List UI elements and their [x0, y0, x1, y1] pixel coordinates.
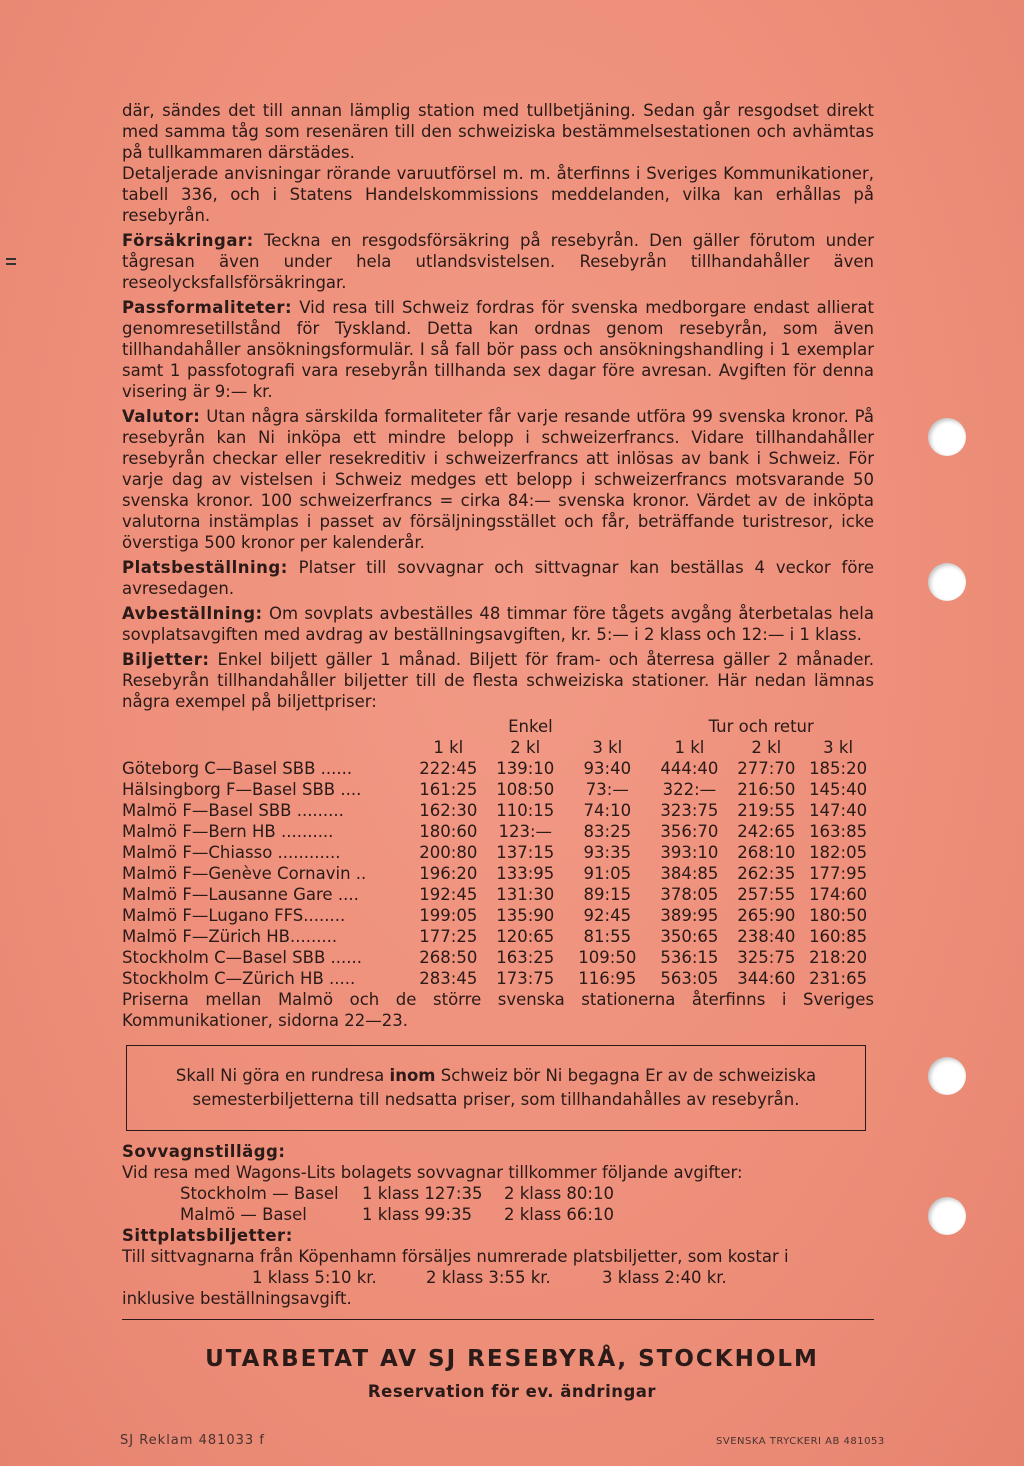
class-header: 1 kl	[674, 738, 705, 757]
price-cell: 161:25	[419, 780, 478, 799]
price-cell: 268:50	[419, 948, 478, 967]
section-text: Utan några särskilda formaliteter får varje resande utföra 99 svenska kronor. På resebyrån kan Ni inköpa ett mindre belopp i schweizerfrancs. Vidare tillhandahåller resebyrån checkar eller resekreditiv i schweizerfrancs att inlösas av bank i Schweiz. För varje dag av vistelsen i Schweiz medges ett belopp i schweizerfrancs motsvarande 50 svenska kronor. 100 schweizerfrancs = cirka 84:— svenska kronor. Värdet av de inköpta valutorna instämplas i passet av försäljningsstället och får, beträffande turistresor, icke överstiga 500 kronor per kalenderår.	[122, 407, 874, 552]
section-biljetter	[122, 649, 874, 712]
sittplats-text: Till sittvagnarna från Köpenhamn försäljes numrerade platsbiljetter, som kostar i	[122, 1247, 789, 1266]
section-platsbestallning	[122, 557, 874, 599]
margin-mark	[6, 258, 16, 260]
price-cell: 145:40	[809, 780, 868, 799]
section-heading: Försäkringar:	[122, 231, 254, 250]
sovvagn-price: 2 klass 80:10	[504, 1184, 614, 1203]
price-cell: 219:55	[737, 801, 796, 820]
route-cell: Malmö F—Lausanne Gare ....	[122, 885, 359, 904]
route-cell: Malmö F—Basel SBB .........	[122, 801, 344, 820]
class-header: 1 kl	[433, 738, 464, 757]
price-cell: 180:60	[419, 822, 478, 841]
sovvagn-heading: Sovvagnstillägg:	[122, 1142, 286, 1161]
price-cell: 131:30	[496, 885, 555, 904]
sovvagn-row	[180, 1204, 614, 1225]
section-text: Teckna en resgodsförsäkring på resebyrån. Den gäller förutom under tågresan även under hela utlandsvistelsen. Resebyrån tillhandahåller även reseolycksfallsförsäkringar.	[122, 231, 874, 292]
route-cell: Malmö F—Bern HB ..........	[122, 822, 334, 841]
price-cell: 137:15	[496, 843, 555, 862]
price-cell: 218:20	[809, 948, 868, 967]
class-header: 2 kl	[751, 738, 782, 757]
box-emphasis: inom	[389, 1066, 436, 1085]
price-cell: 389:95	[660, 906, 719, 925]
footer-title: UTARBETAT AV SJ RESEBYRÅ, STOCKHOLM	[205, 1346, 819, 1372]
section-text: Enkel biljett gäller 1 månad. Biljett för fram- och återresa gäller 2 månader. Resebyrån tillhandahåller biljetter till de flesta schweiziska stationer. Här nedan lämnas några exempel på biljettpriser:	[122, 650, 874, 711]
binder-hole	[928, 1057, 966, 1095]
price-cell: 325:75	[737, 948, 796, 967]
price-cell: 384:85	[660, 864, 719, 883]
class-header: 3 kl	[592, 738, 623, 757]
price-cell: 444:40	[660, 759, 719, 778]
price-cell: 116:95	[578, 969, 637, 988]
price-cell: 563:05	[660, 969, 719, 988]
group-enkel: Enkel	[508, 717, 553, 736]
price-table	[122, 716, 874, 989]
price-cell: 323:75	[660, 801, 719, 820]
section-heading: Avbeställning:	[122, 604, 263, 623]
margin-mark	[6, 263, 16, 265]
price-cell: 196:20	[419, 864, 478, 883]
price-cell: 262:35	[737, 864, 796, 883]
sovvagn-price: 1 klass 127:35	[362, 1184, 483, 1203]
sovvagn-table	[180, 1183, 614, 1225]
route-cell: Malmö F—Genève Cornavin ..	[122, 864, 367, 883]
price-cell: 89:15	[583, 885, 632, 904]
sovvagn-route: Stockholm — Basel	[180, 1184, 339, 1203]
table-row	[122, 800, 874, 821]
price-cell: 81:55	[583, 927, 632, 946]
table-row	[122, 779, 874, 800]
price-cell: 139:10	[496, 759, 555, 778]
sittplats-heading: Sittplatsbiljetter:	[122, 1226, 293, 1245]
price-cell: 199:05	[419, 906, 478, 925]
price-cell: 242:65	[737, 822, 796, 841]
table-row	[122, 758, 874, 779]
price-cell: 160:85	[809, 927, 868, 946]
price-cell: 162:30	[419, 801, 478, 820]
price-cell: 173:75	[496, 969, 555, 988]
price-cell: 93:35	[583, 843, 632, 862]
price-cell: 182:05	[809, 843, 868, 862]
price-cell: 356:70	[660, 822, 719, 841]
price-note: Priserna mellan Malmö och de större svenska stationerna återfinns i Sveriges Kommunikationer, sidorna 22—23.	[122, 990, 874, 1030]
price-cell: 120:65	[496, 927, 555, 946]
price-cell: 93:40	[583, 759, 632, 778]
price-cell: 74:10	[583, 801, 632, 820]
table-row	[122, 926, 874, 947]
print-code-left: SJ Reklam 481033 f	[120, 1433, 265, 1448]
sittplats-price: 3 klass 2:40 kr.	[602, 1268, 727, 1287]
route-cell: Stockholm C—Basel SBB ......	[122, 948, 362, 967]
price-cell: 147:40	[809, 801, 868, 820]
table-row	[122, 842, 874, 863]
route-cell: Stockholm C—Zürich HB .....	[122, 969, 356, 988]
price-cell: 216:50	[737, 780, 796, 799]
table-row	[122, 905, 874, 926]
price-cell: 536:15	[660, 948, 719, 967]
price-cell: 344:60	[737, 969, 796, 988]
price-cell: 231:65	[809, 969, 868, 988]
section-heading: Biljetter:	[122, 650, 210, 669]
price-cell: 163:25	[496, 948, 555, 967]
price-cell: 322:—	[662, 780, 717, 799]
price-cell: 174:60	[809, 885, 868, 904]
print-code-right: SVENSKA TRYCKERI AB 481053	[716, 1436, 885, 1447]
price-cell: 163:85	[809, 822, 868, 841]
class-header: 3 kl	[823, 738, 854, 757]
price-table-group-header	[122, 716, 874, 737]
price-cell: 133:95	[496, 864, 555, 883]
price-cell: 73:—	[585, 780, 629, 799]
box-text: Skall Ni göra en rundresa	[175, 1066, 390, 1085]
section-heading: Platsbeställning:	[122, 558, 288, 577]
sovvagn-route: Malmö — Basel	[180, 1205, 307, 1224]
price-cell: 123:—	[498, 822, 553, 841]
price-cell: 135:90	[496, 906, 555, 925]
sittplats-price: 2 klass 3:55 kr.	[426, 1268, 551, 1287]
sovvagn-price: 2 klass 66:10	[504, 1205, 614, 1224]
section-valutor	[122, 406, 874, 553]
price-cell: 92:45	[583, 906, 632, 925]
price-cell: 180:50	[809, 906, 868, 925]
route-cell: Göteborg C—Basel SBB ......	[122, 759, 353, 778]
price-cell: 91:05	[583, 864, 632, 883]
sittplats-table	[252, 1267, 727, 1288]
section-heading: Valutor:	[122, 407, 201, 426]
table-row	[122, 968, 874, 989]
price-cell: 350:65	[660, 927, 719, 946]
binder-hole	[928, 418, 966, 456]
price-cell: 192:45	[419, 885, 478, 904]
section-text: Platser till sovvagnar och sittvagnar kan beställas 4 veckor före avresedagen.	[122, 558, 874, 598]
sovvagn-text: Vid resa med Wagons-Lits bolagets sovvagnar tillkommer följande avgifter:	[122, 1163, 743, 1182]
intro-paragraph: där, sändes det till annan lämplig station med tullbetjäning. Sedan går resgodset direkt med samma tåg som resenären till den schweiziska bestämmelsestationen och avhämtas på tullkammaren därstädes.	[122, 101, 874, 162]
binder-hole	[928, 563, 966, 601]
class-header: 2 kl	[510, 738, 541, 757]
price-cell: 393:10	[660, 843, 719, 862]
price-cell: 222:45	[419, 759, 478, 778]
section-passformaliteter	[122, 297, 874, 402]
price-cell: 109:50	[578, 948, 637, 967]
box-text: Schweiz bör Ni begagna Er av de schweiziska semesterbiljetterna till nedsatta priser, som tillhandahålles av resebyrån.	[192, 1066, 817, 1109]
route-cell: Malmö F—Chiasso ............	[122, 843, 341, 862]
price-cell: 177:95	[809, 864, 868, 883]
price-cell: 108:50	[496, 780, 555, 799]
route-cell: Malmö F—Zürich HB.........	[122, 927, 338, 946]
table-row	[122, 863, 874, 884]
table-row	[122, 947, 874, 968]
table-row	[122, 884, 874, 905]
rundresa-box	[126, 1045, 866, 1131]
section-avbestallning	[122, 603, 874, 645]
route-cell: Hälsingborg F—Basel SBB ....	[122, 780, 362, 799]
binder-hole	[928, 1197, 966, 1235]
section-heading: Passformaliteter:	[122, 298, 293, 317]
footer-divider	[122, 1319, 874, 1320]
section-forsakringar	[122, 230, 874, 293]
route-cell: Malmö F—Lugano FFS........	[122, 906, 346, 925]
price-cell: 110:15	[496, 801, 555, 820]
price-table-class-header	[122, 737, 874, 758]
price-cell: 177:25	[419, 927, 478, 946]
main-content	[122, 100, 874, 1320]
price-cell: 283:45	[419, 969, 478, 988]
group-tur-och-retur: Tur och retur	[708, 717, 814, 736]
price-cell: 378:05	[660, 885, 719, 904]
sovvagn-row	[180, 1183, 614, 1204]
price-cell: 265:90	[737, 906, 796, 925]
table-row	[122, 821, 874, 842]
price-cell: 185:20	[809, 759, 868, 778]
footer-subtitle: Reservation för ev. ändringar	[367, 1382, 657, 1401]
sittplats-row	[252, 1267, 727, 1288]
price-cell: 277:70	[737, 759, 796, 778]
section-text: Om sovplats avbeställes 48 timmar före tågets avgång återbetalas hela sovplatsavgiften med avdrag av beställningsavgiften, kr. 5:— i 2 klass och 12:— i 1 klass.	[122, 604, 874, 644]
sovvagn-price: 1 klass 99:35	[362, 1205, 472, 1224]
price-cell: 268:10	[737, 843, 796, 862]
detaljer-paragraph: Detaljerade anvisningar rörande varuutförsel m. m. återfinns i Sveriges Kommunikationer, tabell 336, och i Statens Handelskommissions meddelanden, vilka kan erhållas på resebyrån.	[122, 164, 874, 225]
price-cell: 200:80	[419, 843, 478, 862]
sittplats-price: 1 klass 5:10 kr.	[252, 1268, 377, 1287]
section-text: Vid resa till Schweiz fordras för svenska medborgare endast allierat genomresetillstånd för Tyskland. Detta kan ordnas genom resebyrån, som även tillhandahåller ansökningsformulär. I så fall bör pass och ansökningshandling i 1 exemplar samt 1 passfotografi vara resebyrån tillhanda sex dagar före avresan. Avgiften för denna visering är 9:— kr.	[122, 298, 875, 401]
price-cell: 238:40	[737, 927, 796, 946]
price-cell: 257:55	[737, 885, 796, 904]
sittplats-tail: inklusive beställningsavgift.	[122, 1289, 352, 1308]
price-cell: 83:25	[583, 822, 632, 841]
